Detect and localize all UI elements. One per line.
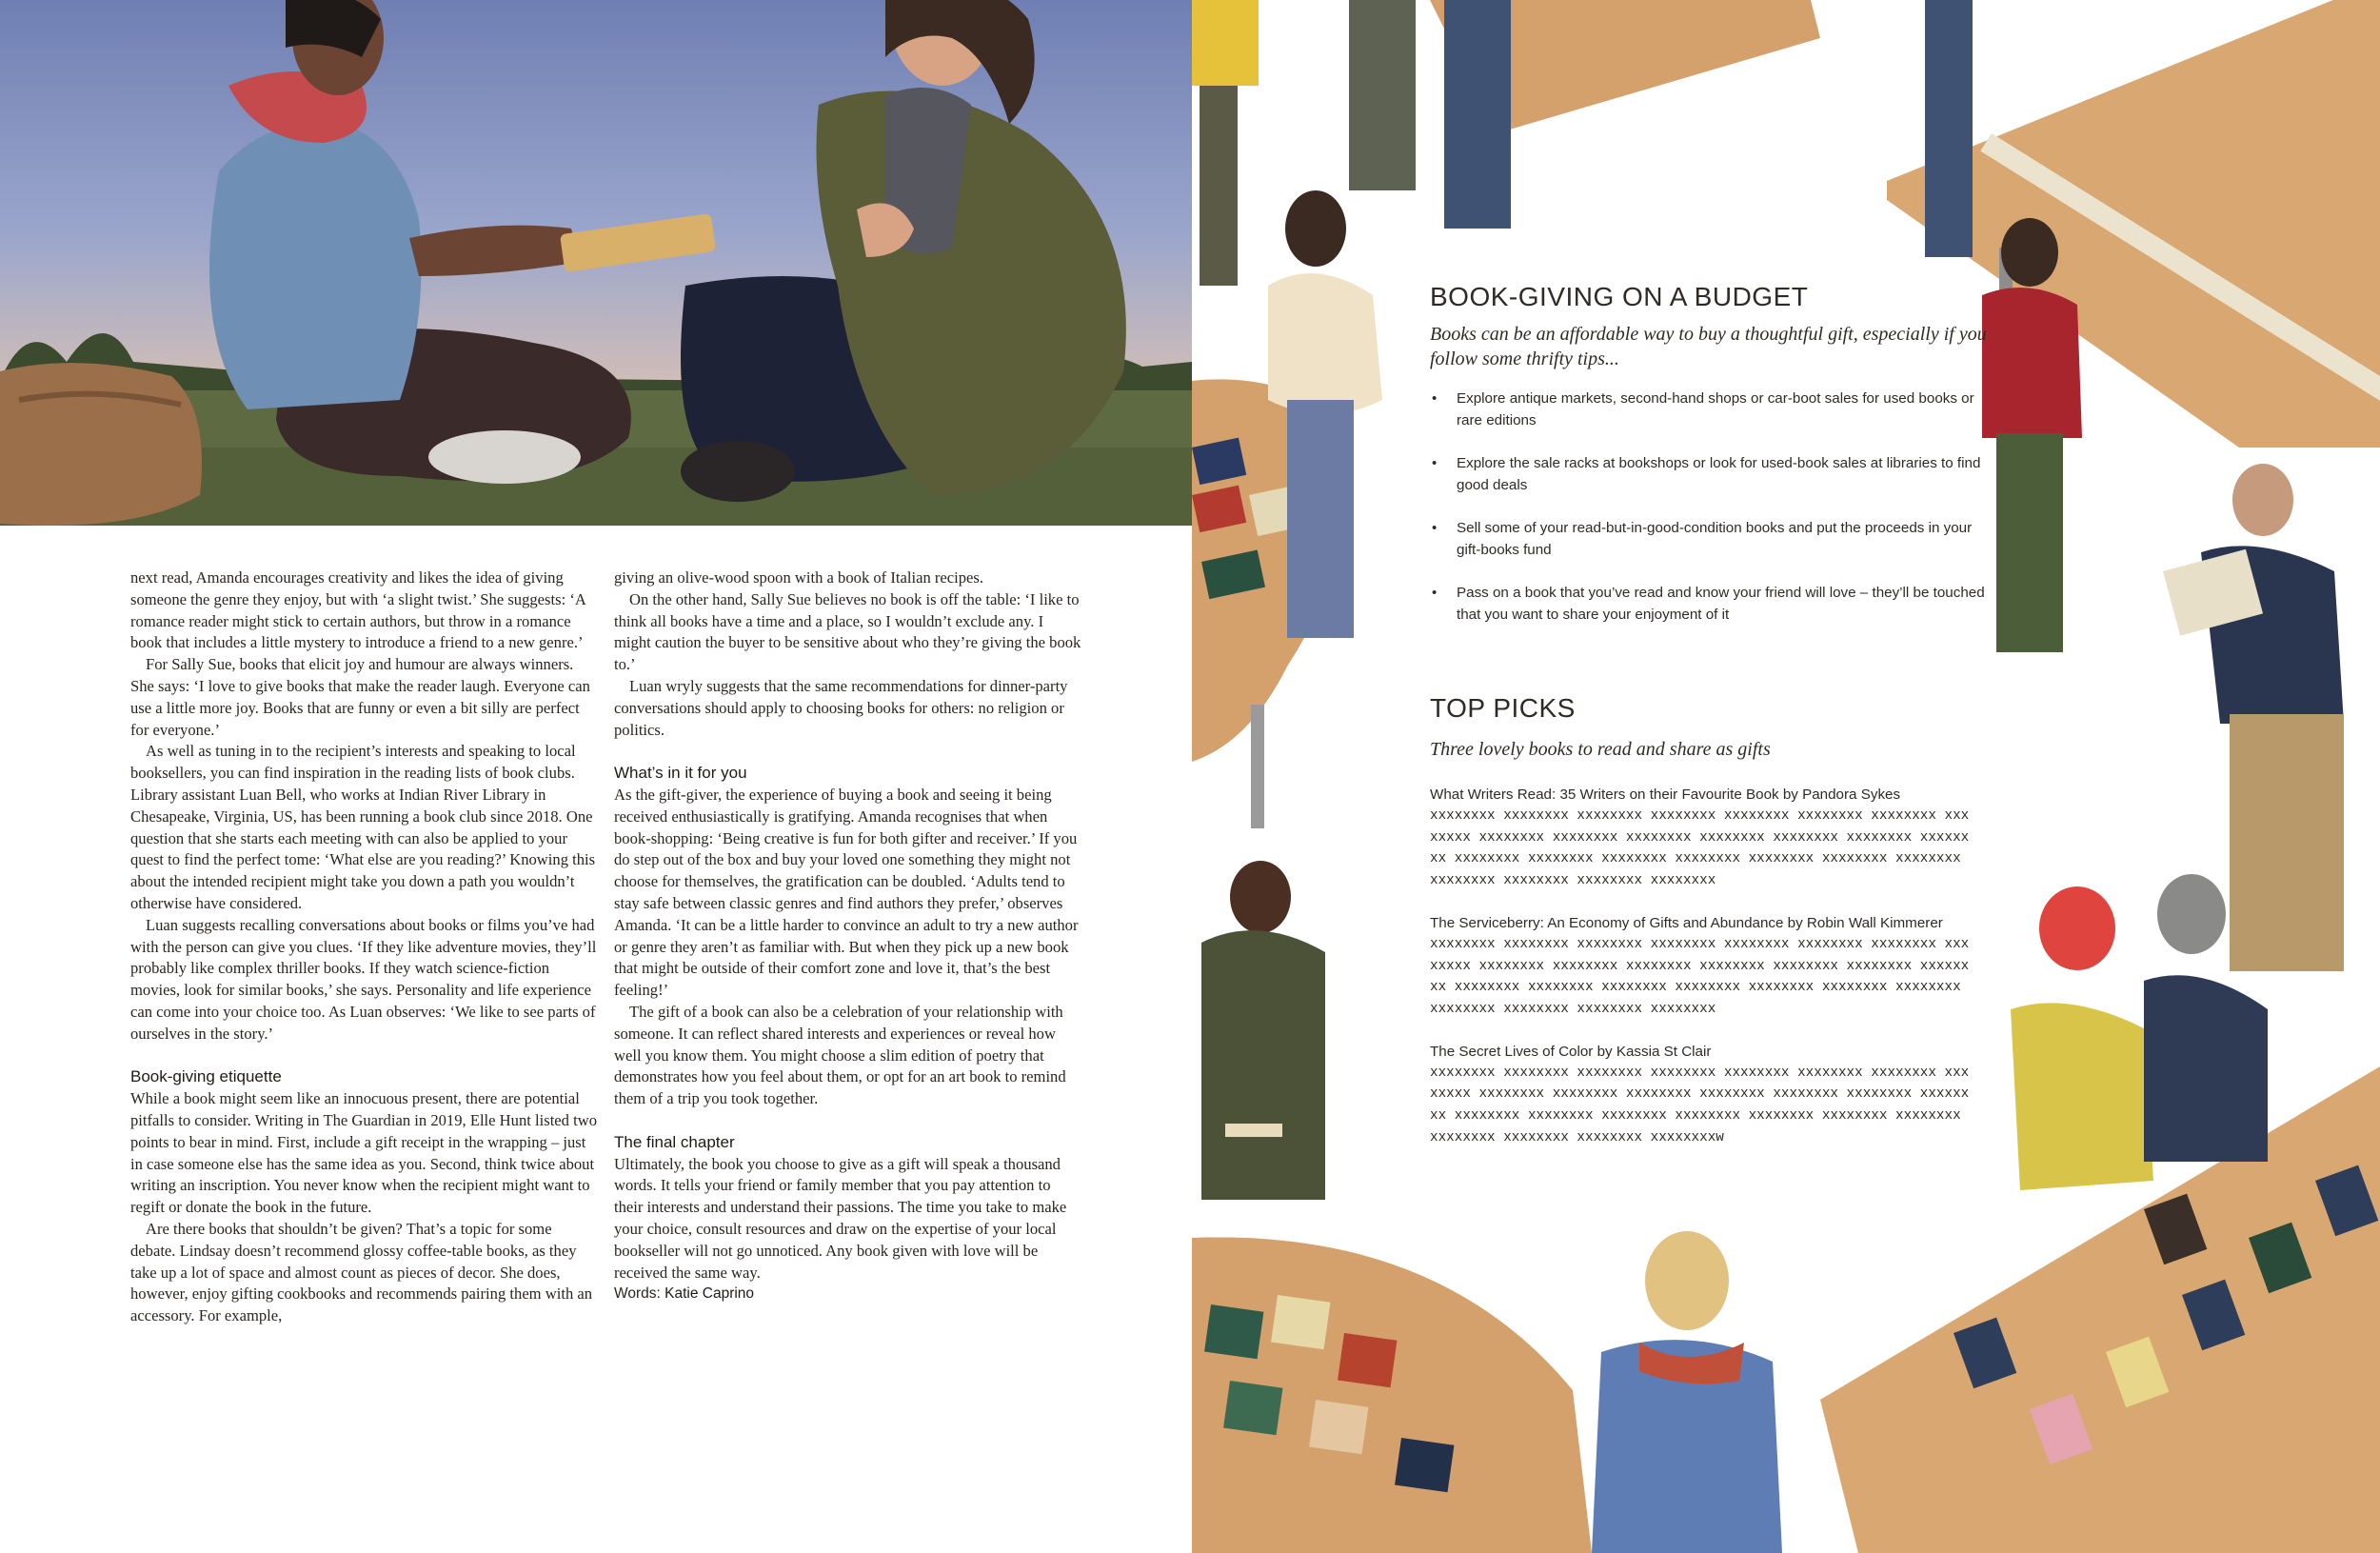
article-paragraph: Are there books that shouldn’t be given? That’s a topic for some debate. Lindsay doesn’t recommend glossy coffee-table books, as they take up a lot of space and almost count as pieces of decor. She does, however, enjoy gifting cookbooks and recommends pairing them with an accessory. For example, (130, 1219, 593, 1325)
budget-tip (1430, 583, 1992, 626)
budget-title: BOOK-GIVING ON A BUDGET (1430, 282, 1809, 311)
credit-author-name: Katie Caprino (664, 1285, 755, 1303)
hero-illustration (0, 0, 1192, 526)
budget-intro: Books can be an affordable way to buy a thoughtful gift, especially if you follow some thrifty tips... (1430, 324, 1987, 369)
paragraph-gap (614, 1110, 1082, 1132)
pick-description: xxxxxxxx xxxxxxxx xxxxxxxx xxxxxxxx xxxxxxxx xxxxxxxx xxxxxxxx xxxxxxxx xxxxxxxx xxxxxxxx xxxxxxxx xxxxxxxx xxxxxxxx xxxxxxxx xxxxxxxx xxxxxxxx xxxxxxxx xxxxxxxx xxxxxxxx xxxxxxxx xxxxxxxx xxxxxxxx xxxxxxxx xxxxxxxx xxxxxxxx xxxxxxxx (1430, 936, 1970, 1017)
budget-tip-text: Explore antique markets, second-hand shops or car-boot sales for used books or rare editions (1457, 390, 1974, 428)
bullet-icon: • (1432, 390, 1438, 407)
budget-tips-list (1430, 388, 1992, 626)
article-column-1 (130, 567, 599, 1327)
section-heading: What’s in it for you (614, 764, 747, 783)
pick-title: The Secret Lives of Color by Kassia St Clair (1430, 1043, 1712, 1060)
article-paragraph: Luan suggests recalling conversations about books or films you’ve had with the person can give you clues. ‘If they like adventure movies, they’ll probably like complex thriller books. If they watch science-fiction movies, look for similar books,’ she says. Personality and life experience can come into your choice too. As Luan observes: ‘We like to see parts of ourselves in the story.’ (130, 915, 597, 1043)
budget-tip (1430, 388, 1992, 431)
pick-description: xxxxxxxx xxxxxxxx xxxxxxxx xxxxxxxx xxxxxxxx xxxxxxxx xxxxxxxx xxxxxxxx xxxxxxxx xxxxxxxx xxxxxxxx xxxxxxxx xxxxxxxx xxxxxxxx xxxxxxxx xxxxxxxx xxxxxxxx xxxxxxxx xxxxxxxx xxxxxxxx xxxxxxxx xxxxxxxx xxxxxxxx xxxxxxxx xxxxxxxx xxxxxxxx (1430, 808, 1970, 889)
top-picks-section (1430, 693, 2001, 1169)
article-paragraph: As well as tuning in to the recipient’s interests and speaking to local booksellers, you can find inspiration in the reading lists of book clubs. Library assistant Luan Bell, who works at Indian River Library in Chesapeake, Virginia, US, has been running a book club since 2018. One question that she starts each meeting with can also be applied to your quest to find the perfect tome: ‘What else are you reading?’ Knowing this about the intended recipient might take you down a path you wouldn’t otherwise have considered. (130, 742, 596, 912)
article-column-2 (614, 567, 1082, 1305)
paragraph-gap (614, 741, 1082, 763)
article-paragraph: Ultimately, the book you choose to give as a gift will speak a thousand words. It tells your friend or family member that you pay attention to their interests and understand their passions. The time you take to make your choice, consult resources and draw on the expertise of your local bookseller will not go unnoticed. Any book given with love will be received the same way. (614, 1154, 1067, 1282)
picks-title: TOP PICKS (1430, 693, 1576, 723)
article-paragraph: For Sally Sue, books that elicit joy and humour are always winners. She says: ‘I love to give books that make the reader laugh. Everyone can use a little more joy. Books that are funny or even a bit silly are perfect for everyone.’ (130, 655, 590, 739)
bullet-icon: • (1432, 520, 1438, 536)
section-heading: The final chapter (614, 1132, 735, 1151)
paragraph-gap (130, 1045, 599, 1067)
pick-item (1430, 785, 2001, 892)
article-paragraph: giving an olive-wood spoon with a book of Italian recipes. (614, 568, 984, 587)
article-paragraph: next read, Amanda encourages creativity and likes the idea of giving someone the genre they enjoy, but with ‘a slight twist.’ She suggests: ‘A romance reader might stick to certain authors, but throw in a romance book that includes a little mystery to introduce a friend to a new genre.’ (130, 568, 585, 652)
article-paragraph: The gift of a book can also be a celebration of your relationship with someone. It can reflect shared interests and experiences or reveal how well you know them. You might choose a slim edition of poetry that demonstrates how you feel about them, or opt for an art book to remind them of a trip you took together. (614, 1002, 1066, 1108)
article-paragraph: Luan wryly suggests that the same recommendations for dinner-party conversations should apply to choosing books for others: no religion or politics. (614, 676, 1068, 739)
picks-intro: Three lovely books to read and share as gifts (1430, 739, 1771, 760)
article-paragraph: While a book might seem like an innocuous present, there are potential pitfalls to consider. Writing in The Guardian in 2019, Elle Hunt listed two points to bear in mind. First, include a gift receipt in the wrapping – just in case someone else has the same idea as you. Second, think twice about writing an inscription. You never know when the recipient might want to regift or donate the book in the future. (130, 1089, 598, 1217)
pick-description: xxxxxxxx xxxxxxxx xxxxxxxx xxxxxxxx xxxxxxxx xxxxxxxx xxxxxxxx xxxxxxxx xxxxxxxx xxxxxxxx xxxxxxxx xxxxxxxx xxxxxxxx xxxxxxxx xxxxxxxx xxxxxxxx xxxxxxxx xxxxxxxx xxxxxxxx xxxxxxxx xxxxxxxx xxxxxxxx xxxxxxxx xxxxxxxx xxxxxxxx xxxxxxxxw (1430, 1065, 1970, 1145)
budget-tip-text: Explore the sale racks at bookshops or look for used-book sales at libraries to find good deals (1457, 455, 1981, 493)
pick-item (1430, 1042, 2001, 1149)
credit-label: Words: (614, 1285, 665, 1303)
picks-list (1430, 785, 2001, 1148)
pick-title: What Writers Read: 35 Writers on their Favourite Book by Pandora Sykes (1430, 786, 1901, 803)
article-paragraph: As the gift-giver, the experience of buying a book and seeing it being received enthusiastically is gratifying. Amanda recognises that when book-shopping: ‘Being creative is fun for both gifter and receiver.’ If you do step out of the box and buy your loved one something they might not choose for themselves, the gratification can be doubled. ‘Adults tend to stay safe between classic genres and find authors they prefer,’ observes Amanda. ‘It can be a little harder to convince an adult to try a new author or genre they aren’t as familiar with. But when they pick up a new book that might be outside of their comfort zone and love it, that’s the best feeling!’ (614, 785, 1079, 1000)
article-paragraph: On the other hand, Sally Sue believes no book is off the table: ‘I like to think all books have a time and a place, so I wouldn’t exclude any. I might caution the buyer to be sensitive about who they’re giving the book to.’ (614, 589, 1081, 674)
budget-tip-text: Sell some of your read-but-in-good-condition books and put the proceeds in your gift-books fund (1457, 520, 1973, 558)
budget-tip (1430, 518, 1992, 561)
section-heading: Book-giving etiquette (130, 1067, 282, 1086)
budget-sidebar (1430, 282, 1992, 647)
budget-tip (1430, 453, 1992, 496)
author-credit (614, 1284, 1082, 1305)
bullet-icon: • (1432, 455, 1438, 471)
budget-tip-text: Pass on a book that you’ve read and know your friend will love – they’ll be touched that you want to share your enjoyment of it (1457, 585, 1985, 623)
pick-item (1430, 913, 2001, 1021)
bullet-icon: • (1432, 585, 1438, 601)
pick-title: The Serviceberry: An Economy of Gifts and Abundance by Robin Wall Kimmerer (1430, 914, 1943, 931)
